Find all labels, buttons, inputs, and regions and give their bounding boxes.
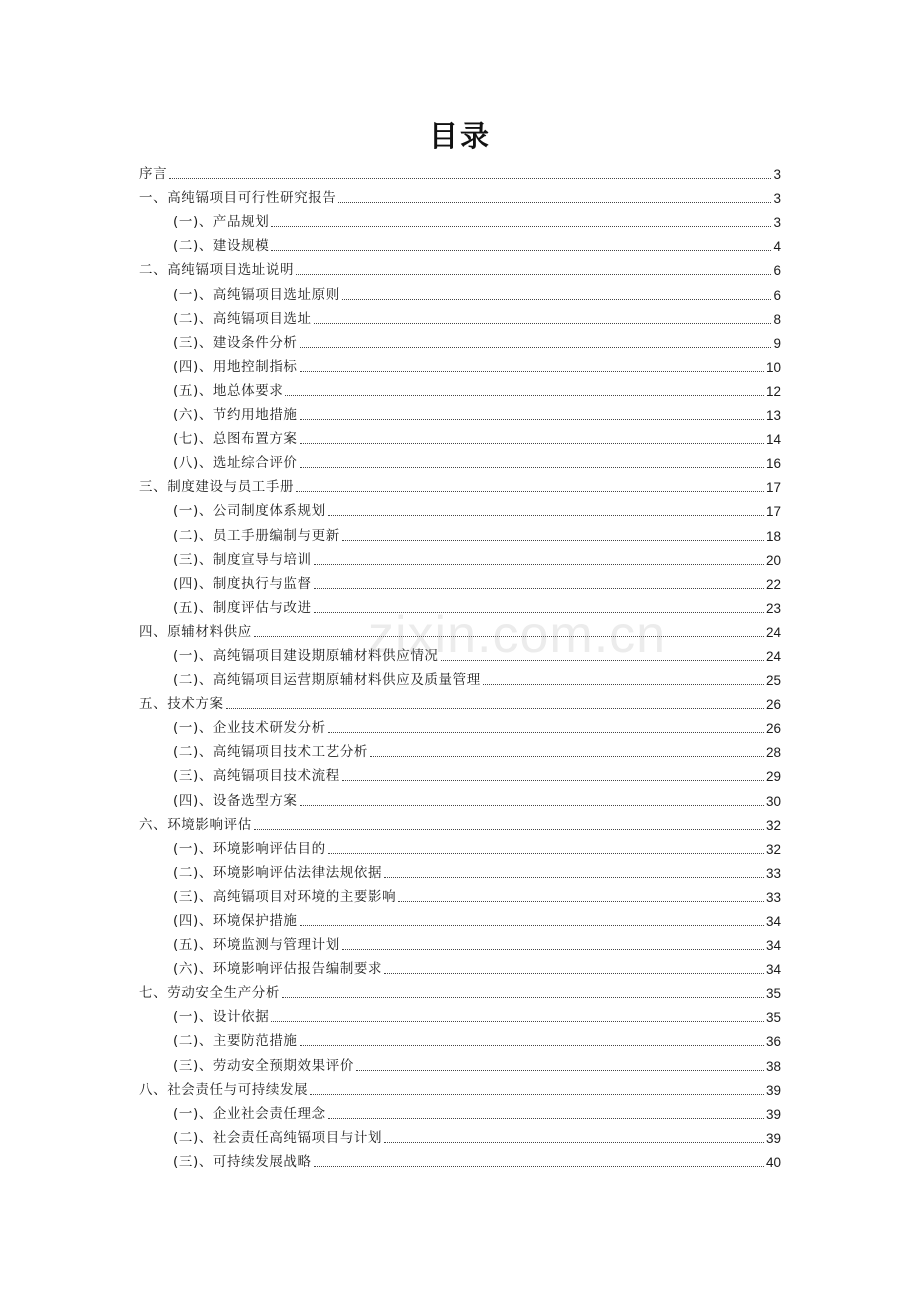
- toc-entry-label: (五)、制度评估与改进: [173, 599, 312, 616]
- toc-entry-label: 八、社会责任与可持续发展: [139, 1081, 309, 1098]
- toc-page-number: 6: [773, 263, 781, 279]
- toc-section-entry[interactable]: [139, 1052, 781, 1076]
- dot-leader: [328, 853, 764, 854]
- toc-entry-label: (二)、主要防范措施: [173, 1033, 298, 1050]
- watermark: zixin.com.cn: [368, 606, 667, 664]
- toc-section-entry[interactable]: [139, 498, 781, 522]
- toc-page-number: 35: [765, 986, 781, 1002]
- toc-entry-label: (二)、建设规模: [173, 238, 270, 255]
- toc-entry-label: (一)、企业技术研发分析: [173, 720, 326, 737]
- toc-entry-label: (二)、员工手册编制与更新: [173, 527, 340, 544]
- toc-chapter-entry[interactable]: [139, 619, 781, 643]
- toc-section-entry[interactable]: [139, 595, 781, 619]
- toc-section-entry[interactable]: [139, 763, 781, 787]
- toc-page-number: 14: [765, 432, 781, 448]
- toc-section-entry[interactable]: [139, 402, 781, 426]
- dot-leader: [342, 540, 764, 541]
- dot-leader: [328, 1118, 764, 1119]
- toc-page-number: 32: [765, 817, 781, 833]
- toc-chapter-entry[interactable]: [139, 812, 781, 836]
- toc-entry-label: (四)、用地控制指标: [173, 358, 298, 375]
- dot-leader: [328, 515, 764, 516]
- toc-page-number: 3: [773, 167, 781, 183]
- dot-leader: [300, 925, 764, 926]
- toc-section-entry[interactable]: [139, 306, 781, 330]
- toc-page-number: 18: [765, 528, 781, 544]
- dot-leader: [282, 997, 764, 998]
- dot-leader: [254, 636, 764, 637]
- toc-section-entry[interactable]: [139, 330, 781, 354]
- toc-page-number: 25: [765, 673, 781, 689]
- dot-leader: [300, 805, 764, 806]
- toc-page-number: 34: [765, 962, 781, 978]
- toc-entry-label: (一)、公司制度体系规划: [173, 503, 326, 520]
- dot-leader: [300, 347, 772, 348]
- toc-entry-label: (五)、地总体要求: [173, 382, 284, 399]
- toc-entry-label: (二)、高纯镉项目运营期原辅材料供应及质量管理: [173, 672, 481, 689]
- toc-entry-label: (一)、设计依据: [173, 1009, 270, 1026]
- toc-page-number: 26: [765, 721, 781, 737]
- toc-page-number: 22: [765, 576, 781, 592]
- toc-section-entry[interactable]: [139, 450, 781, 474]
- toc-page-number: 39: [765, 1106, 781, 1122]
- toc-entry-label: (六)、节约用地措施: [173, 407, 298, 424]
- toc-page-number: 24: [765, 624, 781, 640]
- toc-entry-label: 三、制度建设与员工手册: [139, 479, 295, 496]
- toc-entry-label: (一)、环境影响评估目的: [173, 840, 326, 857]
- dot-leader: [169, 178, 771, 179]
- toc-section-entry[interactable]: [139, 860, 781, 884]
- dot-leader: [356, 1070, 764, 1071]
- toc-page-number: 3: [773, 191, 781, 207]
- toc-section-entry[interactable]: [139, 1101, 781, 1125]
- toc-entry-label: (三)、制度宣导与培训: [173, 551, 312, 568]
- toc-page-number: 34: [765, 914, 781, 929]
- toc-page-number: 6: [773, 287, 781, 303]
- toc-page-number: 29: [765, 769, 781, 785]
- toc-entry-label: 一、高纯镉项目可行性研究报告: [139, 190, 337, 207]
- dot-leader: [254, 829, 764, 830]
- dot-leader: [314, 323, 772, 324]
- toc-page-number: 39: [765, 1082, 781, 1098]
- dot-leader: [370, 756, 764, 757]
- toc-section-entry[interactable]: [139, 354, 781, 378]
- toc-page-number: 35: [765, 1010, 781, 1026]
- toc-entry-label: (二)、高纯镉项目选址: [173, 310, 312, 327]
- toc-section-entry[interactable]: [139, 643, 781, 667]
- toc-entry-label: (一)、企业社会责任理念: [173, 1105, 326, 1122]
- page-title: 目录: [428, 119, 491, 153]
- toc-section-entry[interactable]: [139, 547, 781, 571]
- toc-page-number: 40: [765, 1154, 781, 1170]
- toc-page-number: 17: [765, 504, 781, 520]
- toc-entry-label: (二)、社会责任高纯镉项目与计划: [173, 1129, 383, 1146]
- toc-entry-label: (七)、总图布置方案: [173, 431, 298, 448]
- toc-section-entry[interactable]: [139, 715, 781, 739]
- toc-page-number: 16: [765, 456, 781, 472]
- dot-leader: [338, 202, 771, 203]
- toc-section-entry[interactable]: [139, 884, 781, 908]
- toc-entry-label: (三)、劳动安全预期效果评价: [173, 1057, 354, 1074]
- toc-entry-label: (二)、环境影响评估法律法规依据: [173, 864, 383, 881]
- dot-leader: [384, 973, 764, 974]
- toc-page-number: 32: [765, 841, 781, 857]
- toc-section-entry[interactable]: [139, 571, 781, 595]
- toc-chapter-entry[interactable]: [139, 980, 781, 1004]
- toc-entry-label: 二、高纯镉项目选址说明: [139, 262, 295, 279]
- dot-leader: [296, 491, 764, 492]
- toc-entry-label: (二)、高纯镉项目技术工艺分析: [173, 744, 369, 761]
- toc-entry-label: (三)、高纯镉项目技术流程: [173, 768, 340, 785]
- toc-page-number: 23: [765, 600, 781, 616]
- toc-entry-label: 五、技术方案: [139, 696, 224, 713]
- dot-leader: [314, 588, 764, 589]
- toc-chapter-entry[interactable]: [139, 474, 781, 498]
- toc-section-entry[interactable]: [139, 932, 781, 956]
- dot-leader: [285, 395, 764, 396]
- toc-page-number: 28: [765, 745, 781, 761]
- toc-page-number: 4: [773, 239, 781, 255]
- toc-section-entry[interactable]: [139, 1004, 781, 1028]
- dot-leader: [300, 371, 764, 372]
- toc-entry-label: 七、劳动安全生产分析: [139, 985, 280, 1002]
- dot-leader: [342, 780, 764, 781]
- dot-leader: [310, 1094, 764, 1095]
- dot-leader: [342, 949, 764, 950]
- toc-entry-label: (三)、建设条件分析: [173, 334, 298, 351]
- toc-page-number: 17: [765, 480, 781, 496]
- toc-page-number: 33: [765, 889, 781, 905]
- dot-leader: [314, 612, 764, 613]
- toc-entry-label: (六)、环境影响评估报告编制要求: [173, 961, 383, 978]
- dot-leader: [483, 684, 764, 685]
- toc-page-number: 38: [765, 1058, 781, 1074]
- dot-leader: [271, 226, 771, 227]
- dot-leader: [384, 1142, 764, 1143]
- toc-entry-label: 序言: [139, 166, 168, 183]
- dot-leader: [300, 443, 764, 444]
- toc-chapter-entry[interactable]: [139, 185, 781, 209]
- toc-entry-label: (三)、可持续发展战略: [173, 1153, 312, 1170]
- toc-page-number: 10: [765, 359, 781, 375]
- toc-section-entry[interactable]: [139, 378, 781, 402]
- toc-section-entry[interactable]: [139, 908, 781, 932]
- toc-chapter-entry[interactable]: [139, 1077, 781, 1101]
- dot-leader: [328, 732, 764, 733]
- toc-entry-label: (五)、环境监测与管理计划: [173, 937, 340, 954]
- toc-page-number: 34: [765, 938, 781, 954]
- dot-leader: [342, 299, 772, 300]
- toc-section-entry[interactable]: [139, 209, 781, 233]
- toc-entry-label: (四)、环境保护措施: [173, 913, 298, 929]
- toc-section-entry[interactable]: [139, 836, 781, 860]
- toc-chapter-entry[interactable]: [139, 161, 781, 185]
- toc-entry-label: 四、原辅材料供应: [139, 623, 252, 640]
- toc-section-entry[interactable]: [139, 426, 781, 450]
- toc-entry-label: (一)、产品规划: [173, 214, 270, 231]
- toc-entry-label: (一)、高纯镉项目建设期原辅材料供应情况: [173, 647, 439, 664]
- toc-entry-label: (一)、高纯镉项目选址原则: [173, 286, 340, 303]
- toc-section-entry[interactable]: [139, 787, 781, 811]
- toc-page-number: 24: [765, 648, 781, 664]
- toc-page-number: 39: [765, 1130, 781, 1146]
- dot-leader: [300, 419, 764, 420]
- dot-leader: [398, 901, 764, 902]
- dot-leader: [441, 660, 764, 661]
- toc-section-entry[interactable]: [139, 1149, 781, 1173]
- toc-section-entry[interactable]: [139, 233, 781, 257]
- toc-page-number: 20: [765, 552, 781, 568]
- toc-section-entry[interactable]: [139, 956, 781, 980]
- toc-section-entry[interactable]: [139, 739, 781, 763]
- toc-section-entry[interactable]: [139, 1125, 781, 1149]
- toc-chapter-entry[interactable]: [139, 257, 781, 281]
- toc-section-entry[interactable]: [139, 1028, 781, 1052]
- dot-leader: [271, 1021, 764, 1022]
- toc-page-number: 8: [773, 311, 781, 327]
- dot-leader: [314, 564, 764, 565]
- toc-entry-label: (八)、选址综合评价: [173, 455, 298, 472]
- toc-page-number: 36: [765, 1034, 781, 1050]
- dot-leader: [384, 877, 764, 878]
- toc-section-entry[interactable]: [139, 667, 781, 691]
- toc-page-number: 9: [773, 335, 781, 351]
- dot-leader: [300, 467, 764, 468]
- dot-leader: [314, 1166, 764, 1167]
- toc-section-entry[interactable]: [139, 522, 781, 546]
- table-of-contents: [139, 161, 781, 1173]
- dot-leader: [300, 1045, 764, 1046]
- toc-page-number: 33: [765, 865, 781, 881]
- toc-entry-label: (三)、高纯镉项目对环境的主要影响: [173, 888, 397, 905]
- toc-page-number: 13: [765, 408, 781, 424]
- toc-entry-label: 六、环境影响评估: [139, 816, 252, 833]
- toc-chapter-entry[interactable]: [139, 691, 781, 715]
- toc-page-number: 30: [765, 793, 781, 809]
- dot-leader: [271, 250, 771, 251]
- toc-page-number: 3: [773, 215, 781, 231]
- toc-section-entry[interactable]: [139, 281, 781, 305]
- toc-entry-label: (四)、设备选型方案: [173, 792, 298, 809]
- dot-leader: [226, 708, 764, 709]
- toc-page-number: 26: [765, 697, 781, 713]
- toc-entry-label: (四)、制度执行与监督: [173, 575, 312, 592]
- toc-page-number: 12: [765, 383, 781, 399]
- dot-leader: [296, 274, 771, 275]
